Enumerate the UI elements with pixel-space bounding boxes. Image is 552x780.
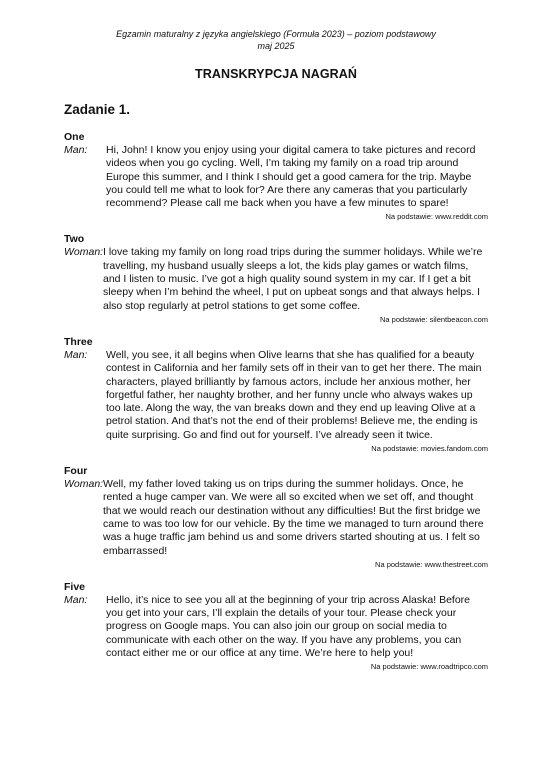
source-note: Na podstawie: www.roadtripco.com — [370, 662, 488, 672]
exam-header-line: Egzamin maturalny z języka angielskiego (Formuła 2023) – poziom podstawowy — [116, 29, 436, 39]
speech-row — [64, 478, 488, 558]
speech-text: Well, my father loved taking us on trips during the summer holidays. Once, he rented a huge camper van. We were all so excited when we set off, and thought that we would reach our destination without any difficulties! But the first bridge we came to was too low for our vehicle. By the time we managed to turn around there was a huge traffic jam behind us and some drivers started shouting at us. I felt so embarrassed! — [103, 478, 484, 557]
section-label: Four — [64, 465, 88, 478]
source-note: Na podstawie: silentbeacon.com — [380, 314, 488, 324]
task-title: Zadanie 1. — [64, 102, 131, 117]
section-label: Five — [64, 580, 86, 593]
speaker-label: Woman: — [64, 478, 104, 491]
transcript-section-three — [64, 336, 488, 454]
speech-row — [64, 144, 488, 210]
speech-text: Hello, it’s nice to see you all at the beginning of your trip across Alaska! Before you get into your cars, I’ll explain the details of your tour. Please check your progress on Google maps. You can also join our group on social media to communicate with each other on the way. If you have any problems, you can contact either me or our office at any time. We’re here to help you! — [106, 593, 471, 660]
speaker-label: Man: — [64, 348, 88, 361]
speaker-label: Man: — [64, 144, 88, 156]
section-label: One — [64, 131, 85, 143]
transcript-sections — [64, 131, 488, 672]
document-title: TRANSKRYPCJA NAGRAŃ — [194, 67, 358, 81]
source-note: Na podstawie: www.thestreet.com — [375, 559, 488, 569]
speech-row — [64, 246, 488, 312]
source-note: Na podstawie: www.reddit.com — [385, 212, 488, 222]
speech-row — [64, 349, 488, 442]
section-label: Three — [64, 335, 93, 348]
transcript-section-two — [64, 233, 488, 324]
speaker-label: Woman: — [64, 246, 104, 259]
speech-row — [64, 594, 488, 660]
speech-text: Well, you see, it all begins when Olive learns that she has qualified for a beauty contest in California and her family sets off in their van to get her there. The main characters, played brilliantly by famous actors, include her anxious mother, her forgetful father, her naughty brother, and her funny uncle who always wakes up too late. Along the way, the van breaks down and they end up leaving Olive at a petrol station. And that’s not the end of their problems! Believe me, the ending is quite surprising. Go and find out for yourself. I’ve already seen it twice. — [106, 348, 482, 441]
transcript-section-one — [64, 131, 488, 222]
source-note: Na podstawie: movies.fandom.com — [371, 444, 488, 454]
section-label: Two — [64, 233, 85, 246]
speech-text: I love taking my family on long road trips during the summer holidays. While we’re travelling, my husband usually sleeps a lot, the kids play games or watch films, and I listen to music. I’ve got a high quality sound system in my car. If I get a bit sleepy when I’m behind the wheel, I put on upbeat songs and that always helps. I also stop regularly at petrol stations to get some coffee. — [103, 246, 483, 312]
exam-header — [64, 0, 488, 52]
speaker-label: Man: — [64, 593, 88, 606]
transcript-section-five — [64, 581, 488, 672]
speech-text: Hi, John! I know you enjoy using your digital camera to take pictures and record videos when you go cycling. Well, I’m taking my family on a road trip around Europe this summer, and I think I should get a good camera for the trip. Maybe you could tell me what to look for? Are there any cameras that you particularly recommend? Please call me back when you have a few minutes to spare! — [106, 144, 476, 210]
exam-header-date: maj 2025 — [257, 41, 295, 51]
transcript-section-four — [64, 465, 488, 570]
